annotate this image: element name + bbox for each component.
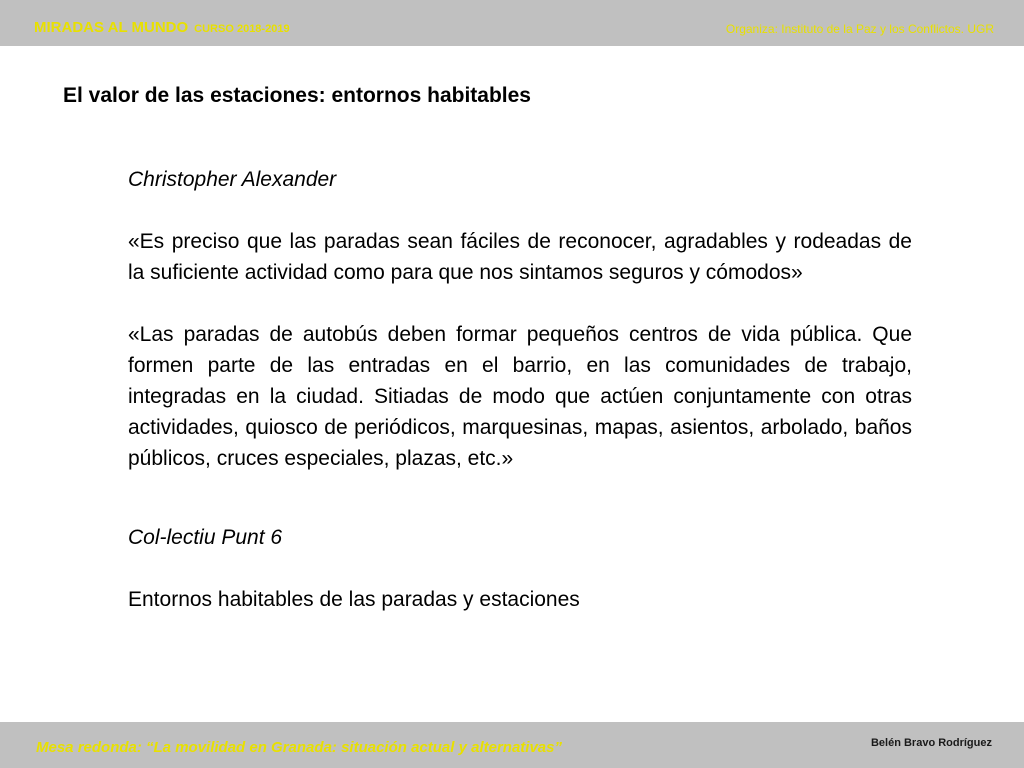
slide-title: El valor de las estaciones: entornos habitables <box>63 84 531 107</box>
slide-content <box>128 164 912 615</box>
spacer <box>128 288 912 319</box>
spacer <box>128 553 912 584</box>
organizer-label: Organiza: Instituto de la Paz y los Conflictos. UGR <box>725 22 994 36</box>
course-label: CURSO 2018-2019 <box>194 23 290 35</box>
event-title: Mesa redonda: “La movilidad en Granada: situación actual y alternativas” <box>36 739 562 756</box>
work-title: Entornos habitables de las paradas y estaciones <box>128 588 580 611</box>
header-bar <box>0 0 1024 46</box>
spacer <box>128 195 912 226</box>
author-collectiu-punt-6: Col-lectiu Punt 6 <box>128 526 283 549</box>
series-heading <box>34 19 290 37</box>
footer-bar <box>0 722 1024 768</box>
series-title: MIRADAS AL MUNDO <box>34 19 189 36</box>
quote-paragraph-2: «Las paradas de autobús deben formar pequeños centros de vida pública. Que formen parte de las entradas en el barrio, en las comunidades de trabajo, integradas en la ciudad. Sitiadas de modo que actúen conjuntamente con otras actividades, quiosco de periódicos, marquesinas, mapas, asientos, arbolado, baños públicos, cruces especiales, plazas, etc.» <box>128 323 912 470</box>
spacer <box>128 474 912 522</box>
speaker-name: Belén Bravo Rodríguez <box>870 737 992 749</box>
quote-paragraph-1: «Es preciso que las paradas sean fáciles de reconocer, agradables y rodeadas de la suficiente actividad como para que nos sintamos seguros y cómodos» <box>128 230 912 284</box>
author-christopher-alexander: Christopher Alexander <box>128 168 337 191</box>
